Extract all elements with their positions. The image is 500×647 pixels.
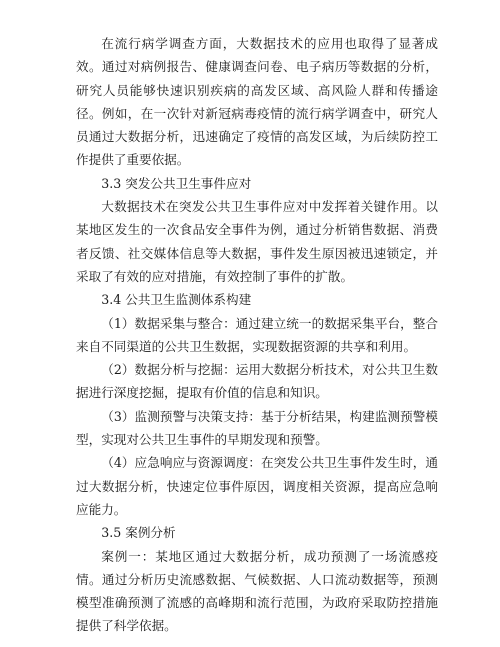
list-item-monitoring-warning: （3）监测预警与决策支持：基于分析结果，构建监测预警模型，实现对公共卫生事件的早期发现和预警。 (76, 408, 438, 448)
paragraph-emergency-response: 大数据技术在突发公共卫生事件应对中发挥着关键作用。以某地区发生的一次食品安全事件为例，通过分析销售数据、消费者反馈、社交媒体信息等大数据，事件发生原因被迅速锁定，并采取了有效的应对措施，有效控制了事件的扩散。 (76, 199, 438, 284)
list-item-data-analysis: （2）数据分析与挖掘：运用大数据分析技术，对公共卫生数据进行深度挖掘，提取有价值的信息和知识。 (76, 362, 438, 401)
paragraph-epidemiology: 在流行病学调查方面，大数据技术的应用也取得了显著成效。通过对病例报告、健康调查问卷、电子病历等数据的分析，研究人员能够快速识别疾病的高发区域、高风险人群和传播途径。例如，在一次针对新冠病毒疫情的流行病学调查中，研究人员通过大数据分析，迅速确定了疫情的高发区域，为后续防控工作提供了重要依据。 (76, 36, 438, 168)
section-heading-3-3: 3.3 突发公共卫生事件应对 (101, 175, 252, 191)
list-item-emergency-dispatch: （4）应急响应与资源调度：在突发公共卫生事件发生时，通过大数据分析，快速定位事件原因，调度相关资源，提高应急响应能力。 (76, 455, 438, 517)
paragraph-case-one: 案例一：某地区通过大数据分析，成功预测了一场流感疫情。通过分析历史流感数据、气候数据、人口流动数据等，预测模型准确预测了流感的高峰期和流行范围，为政府采取防控措施提供了科学依据。 (76, 548, 438, 634)
section-heading-3-5: 3.5 案例分析 (101, 525, 176, 541)
document-body (76, 32, 438, 638)
section-heading-3-4: 3.4 公共卫生监测体系构建 (101, 292, 252, 308)
list-item-data-collection: （1）数据采集与整合：通过建立统一的数据采集平台，整合来自不同渠道的公共卫生数据，实现数据资源的共享和利用。 (76, 315, 438, 354)
